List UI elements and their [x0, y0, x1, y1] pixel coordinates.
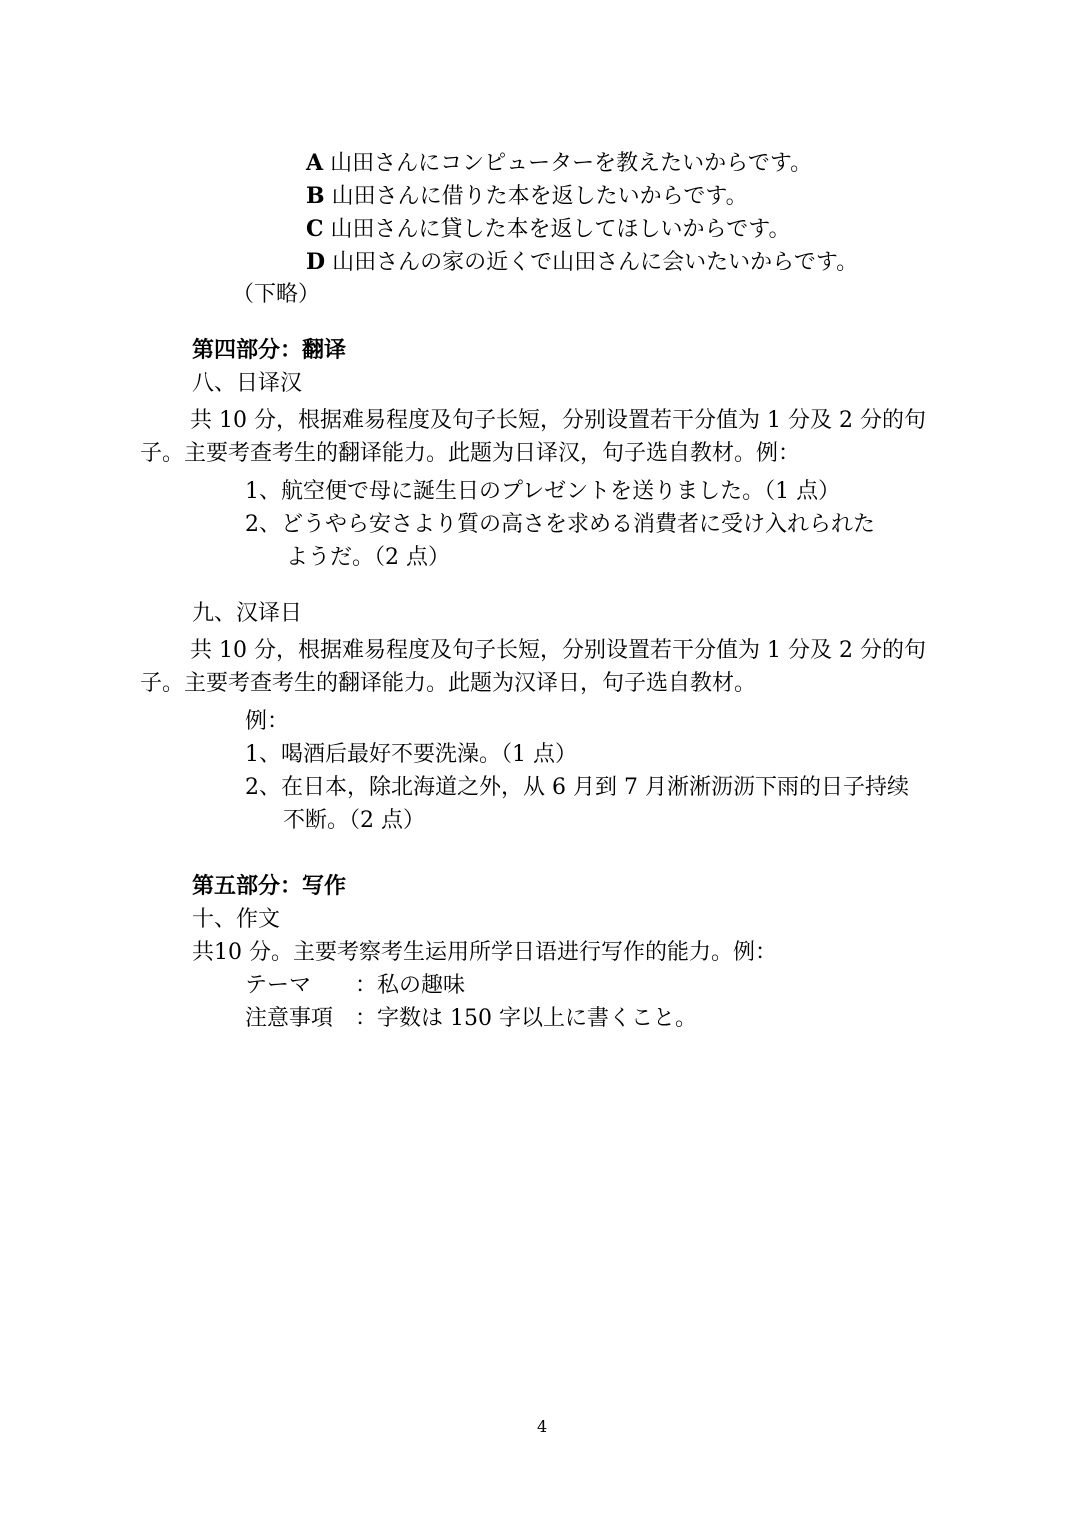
section9-desc-line2: 子。主要考查考生的翻译能力。此题为汉译日，句子选自教材。: [140, 671, 757, 696]
section9-title: 九、汉译日: [192, 601, 303, 626]
section9-example-label: 例：: [245, 709, 290, 734]
section8-desc-line1: 共 10 分，根据难易程度及句子长短，分别设置若干分值为 1 分及 2 分的句: [190, 408, 926, 433]
option-text: 山田さんの家の近くで山田さんに会いたいからです。: [332, 250, 859, 275]
section8-desc-line2: 子。主要考查考生的翻译能力。此题为日译汉，句子选自教材。例：: [140, 441, 801, 466]
section8-example-2-line2: ようだ。（2 点）: [286, 545, 450, 570]
option-letter: C: [306, 216, 324, 242]
note-label: 注意事項: [245, 1006, 334, 1031]
section9-example-2-line1: 2、在日本，除北海道之外，从 6 月到 7 月淅淅沥沥下雨的日子持续: [245, 775, 909, 800]
section10-desc: 共10 分。主要考察考生运用所学日语进行写作的能力。例：: [192, 940, 777, 965]
section8-example-1: 1、航空便で母に誕生日のプレゼントを送りました。（1 点）: [245, 479, 841, 504]
option-text: 山田さんに貸した本を返してほしいからです。: [330, 217, 791, 242]
option-c: [306, 214, 791, 245]
section9-example-1: 1、喝酒后最好不要洗澡。（1 点）: [245, 742, 577, 767]
theme-label: テーマ: [245, 973, 312, 998]
theme-row: [245, 971, 465, 1001]
theme-value: ：私の趣味: [355, 973, 466, 998]
option-letter: D: [306, 249, 326, 275]
omitted-note: （下略）: [232, 282, 321, 307]
part4-heading: 第四部分：翻译: [192, 338, 347, 363]
option-d: [306, 247, 858, 278]
option-text: 山田さんに借りた本を返したいからです。: [331, 184, 748, 209]
option-a: [306, 148, 812, 179]
section10-title: 十、作文: [192, 907, 281, 932]
option-letter: B: [306, 183, 325, 209]
page-number: 4: [537, 1417, 548, 1436]
section8-example-2-line1: 2、どうやら安さより質の高さを求める消費者に受け入れられた: [245, 512, 875, 537]
option-b: [306, 181, 748, 212]
section9-desc-line1: 共 10 分，根据难易程度及句子长短，分别设置若干分值为 1 分及 2 分的句: [190, 638, 926, 663]
section9-example-2-line2: 不断。（2 点）: [283, 808, 425, 833]
option-letter: A: [306, 150, 324, 176]
note-row: [245, 1004, 697, 1034]
option-text: 山田さんにコンピューターを教えたいからです。: [330, 151, 813, 176]
note-value: ：字数は 150 字以上に書くこと。: [355, 1006, 697, 1031]
part5-heading: 第五部分：写作: [192, 874, 347, 899]
section8-title: 八、日译汉: [192, 371, 303, 396]
